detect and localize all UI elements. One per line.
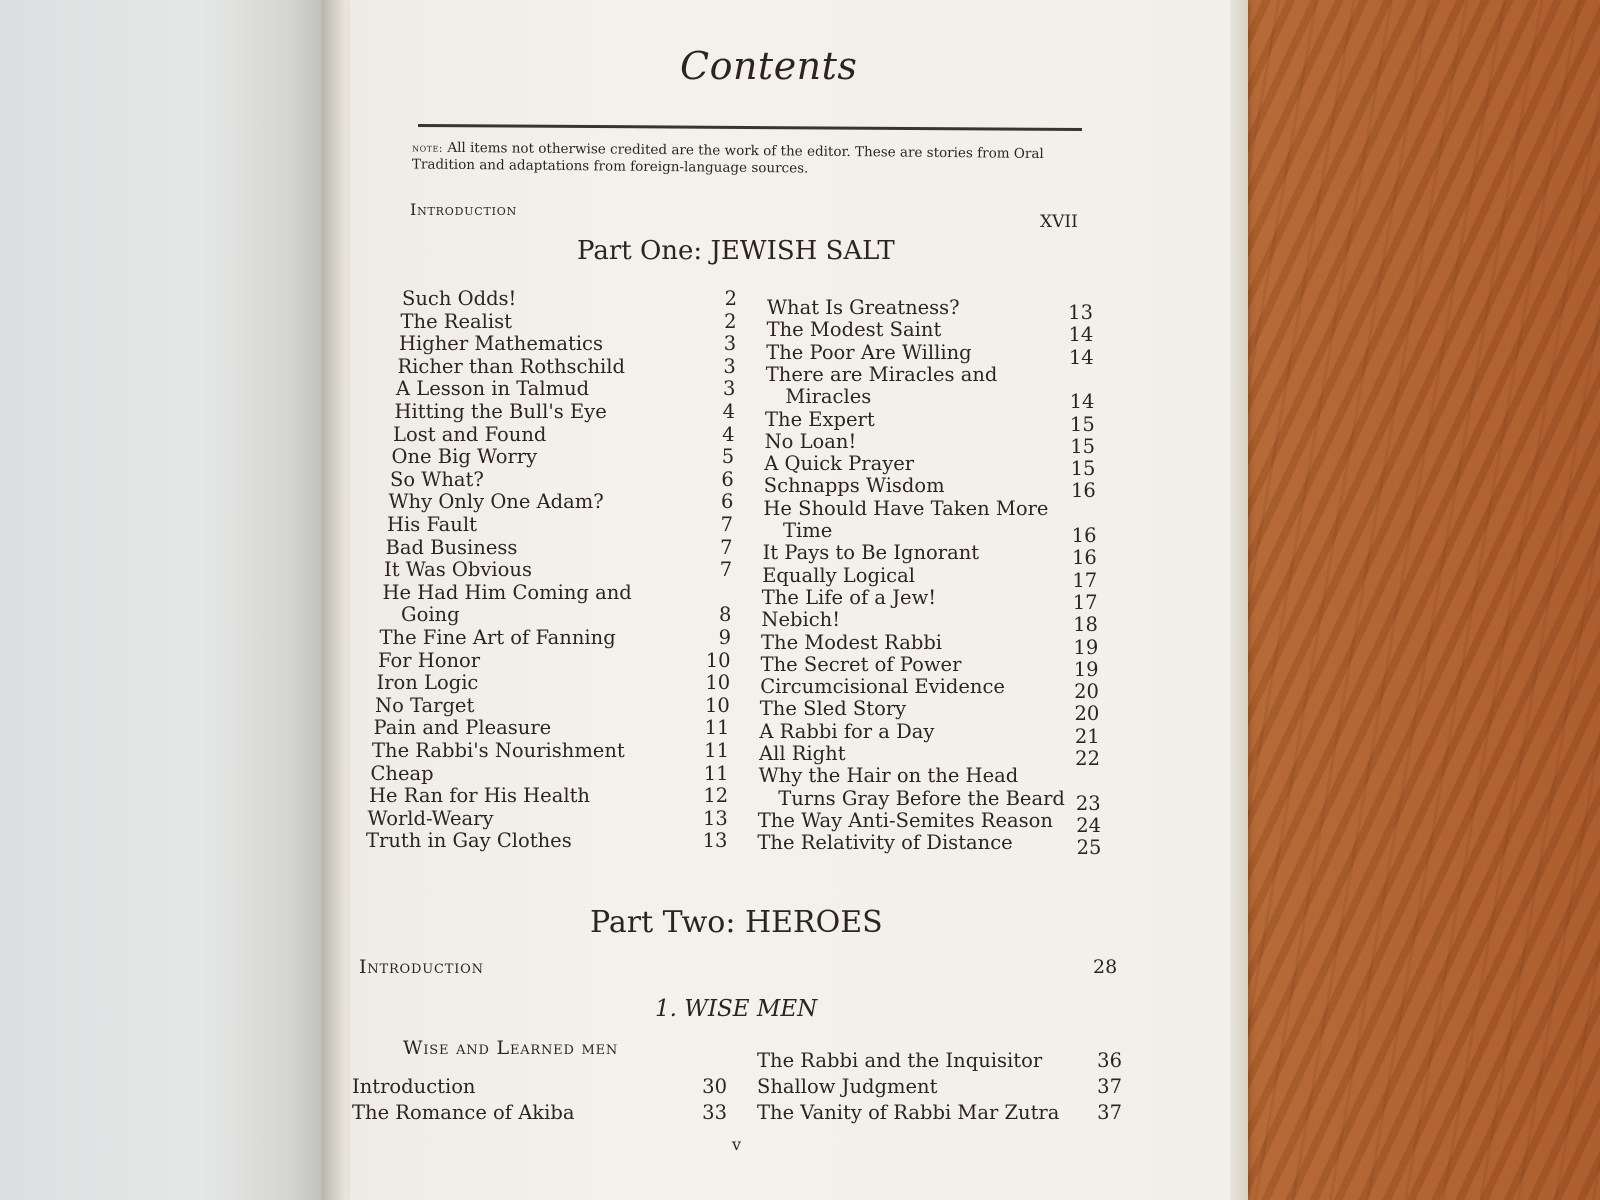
toc-page-number: 21: [1074, 724, 1100, 748]
introduction-label: Introduction: [410, 200, 518, 219]
toc-entry: Richer than Rothschild: [397, 354, 625, 378]
toc-page-number: 25: [1076, 836, 1102, 860]
toc-page-number: 11: [704, 716, 730, 740]
part-two-introduction-label: Introduction: [359, 956, 484, 978]
page-number: v: [732, 1135, 742, 1154]
introduction-page: XVII: [1040, 212, 1078, 232]
toc-page-number: 15: [1069, 412, 1095, 436]
note-text: All items not otherwise credited are the work of the editor. These are stories from Oral Tradition and adaptations from foreign-language sources.: [411, 139, 1044, 177]
toc-entry: Equally Logical: [762, 563, 915, 587]
part-one-heading: Part One: JEWISH SALT: [577, 236, 895, 266]
toc-entry: The Sled Story: [759, 697, 907, 721]
toc-page-number: 20: [1074, 680, 1099, 704]
part-two-introduction-page: 28: [1093, 956, 1118, 978]
part-two-heading: Part Two: HEROES: [590, 905, 883, 940]
toc-page-number: 18: [1073, 613, 1098, 637]
toc-entry: World-Weary: [367, 806, 494, 830]
toc-entry: The Romance of Akiba: [352, 1101, 575, 1124]
toc-page-number: 10: [705, 648, 731, 672]
toc-entry: The Vanity of Rabbi Mar Zutra: [757, 1101, 1060, 1124]
subsection-heading: Wise and Learned men: [403, 1037, 619, 1059]
toc-page-number: 20: [1074, 702, 1100, 726]
toc-entry: One Big Worry: [391, 445, 538, 469]
toc-entry: He Should Have Taken More: [763, 496, 1049, 520]
toc-page-number: 2: [724, 309, 737, 333]
toc-entry: Cheap: [370, 761, 434, 785]
toc-page-number: 17: [1072, 568, 1098, 592]
toc-page-number: 14: [1068, 345, 1094, 369]
left-page: [0, 0, 330, 1200]
toc-entry: Lost and Found: [393, 422, 547, 446]
toc-entry: The Poor Are Willing: [766, 340, 972, 364]
toc-page-number: 7: [720, 535, 733, 559]
toc-page-number: 6: [721, 467, 734, 491]
toc-entry: His Fault: [387, 513, 477, 536]
toc-entry: Why the Hair on the Head: [758, 764, 1019, 788]
toc-entry: Truth in Gay Clothes: [366, 829, 572, 853]
toc-page-number: 4: [722, 422, 735, 446]
toc-entry: He Ran for His Health: [369, 784, 590, 808]
toc-page-number: 3: [723, 332, 737, 356]
toc-page-number: 12: [703, 784, 729, 808]
toc-entry: No Target: [375, 693, 475, 717]
toc-page-number: 3: [722, 377, 736, 401]
toc-page-number: 9: [718, 626, 731, 649]
toc-page-number: 14: [1069, 390, 1095, 414]
toc-page-number: 6: [720, 490, 734, 514]
toc-entry: Turns Gray Before the Beard: [778, 786, 1065, 810]
toc-entry: The Rabbi's Nourishment: [372, 739, 625, 762]
toc-page-number: 10: [704, 693, 730, 717]
toc-entry: The Life of a Jew!: [761, 585, 937, 609]
page-edge: [1230, 0, 1248, 1200]
note-label: note:: [412, 141, 444, 155]
toc-page-number: 3: [723, 354, 736, 378]
toc-entry: What Is Greatness?: [767, 296, 960, 319]
toc-entry: The Way Anti-Semites Reason: [757, 808, 1053, 832]
toc-page-number: 19: [1073, 657, 1099, 681]
section-heading: 1. WISE MEN: [655, 996, 818, 1022]
toc-page-number: 14: [1068, 323, 1094, 347]
toc-entry: It Pays to Be Ignorant: [762, 541, 980, 565]
toc-page-number: 33: [702, 1101, 727, 1124]
toc-entry: Iron Logic: [376, 671, 479, 695]
toc-entry: The Fine Art of Fanning: [379, 626, 616, 649]
toc-page-number: 19: [1073, 635, 1099, 659]
toc-entry: A Quick Prayer: [764, 452, 915, 476]
toc-entry: Nebich!: [761, 608, 841, 632]
toc-page-number: 2: [724, 287, 737, 310]
toc-entry: The Realist: [400, 309, 512, 333]
toc-entry: Time: [783, 519, 833, 542]
toc-page-number: 36: [1097, 1049, 1122, 1072]
toc-entry: Higher Mathematics: [399, 332, 603, 356]
toc-page-number: 15: [1070, 434, 1096, 458]
toc-entry: So What?: [390, 467, 484, 491]
toc-entry: A Lesson in Talmud: [396, 377, 590, 401]
toc-page-number: 4: [722, 400, 735, 423]
toc-page-number: 7: [720, 513, 733, 536]
page-title: Contents: [680, 44, 858, 88]
toc-entry: Going: [401, 603, 460, 627]
toc-page-number: 13: [702, 829, 728, 853]
toc-entry: For Honor: [378, 648, 481, 672]
toc-entry: The Relativity of Distance: [757, 831, 1013, 855]
toc-page-number: 23: [1075, 791, 1101, 815]
toc-entry: There are Miracles and: [765, 362, 998, 386]
toc-entry: The Rabbi and the Inquisitor: [757, 1049, 1043, 1072]
toc-entry: Hitting the Bull's Eye: [394, 400, 607, 423]
toc-entry: Schnapps Wisdom: [763, 474, 945, 498]
toc-page-number: 22: [1075, 747, 1100, 770]
toc-entry: All Right: [759, 742, 846, 765]
toc-entry: Introduction: [352, 1075, 476, 1098]
toc-entry: The Modest Saint: [766, 318, 942, 342]
toc-entry: A Rabbi for a Day: [759, 719, 935, 743]
toc-page-number: 11: [703, 761, 729, 785]
toc-entry: Such Odds!: [402, 287, 517, 310]
toc-page-number: 10: [705, 671, 731, 695]
toc-page-number: 7: [719, 558, 733, 582]
toc-entry: Shallow Judgment: [757, 1075, 938, 1098]
toc-page-number: 16: [1071, 524, 1097, 547]
toc-page-number: 16: [1070, 479, 1096, 503]
toc-page-number: 24: [1076, 813, 1102, 837]
toc-entry: The Secret of Power: [760, 652, 962, 676]
toc-entry: The Modest Rabbi: [761, 630, 943, 654]
toc-page-number: 16: [1072, 546, 1097, 570]
toc-page-number: 37: [1097, 1075, 1122, 1098]
toc-page-number: 30: [702, 1075, 727, 1098]
toc-page-number: 37: [1097, 1101, 1122, 1124]
toc-entry: He Had Him Coming and: [382, 580, 632, 604]
toc-entry: Circumcisional Evidence: [760, 675, 1005, 699]
toc-entry: Pain and Pleasure: [373, 716, 552, 740]
toc-entry: The Expert: [765, 407, 875, 431]
toc-entry: It Was Obvious: [384, 558, 532, 582]
toc-page-number: 15: [1070, 457, 1096, 481]
toc-page-number: 11: [704, 739, 729, 762]
toc-page-number: 17: [1072, 590, 1098, 614]
toc-entry: Miracles: [785, 385, 872, 409]
toc-page-number: 13: [1068, 301, 1093, 324]
toc-entry: Bad Business: [385, 535, 518, 559]
toc-entry: Why Only One Adam?: [388, 490, 604, 514]
toc-entry: No Loan!: [764, 429, 857, 453]
toc-page-number: 5: [721, 445, 735, 469]
toc-page-number: 13: [702, 806, 728, 830]
toc-page-number: 8: [718, 603, 732, 627]
